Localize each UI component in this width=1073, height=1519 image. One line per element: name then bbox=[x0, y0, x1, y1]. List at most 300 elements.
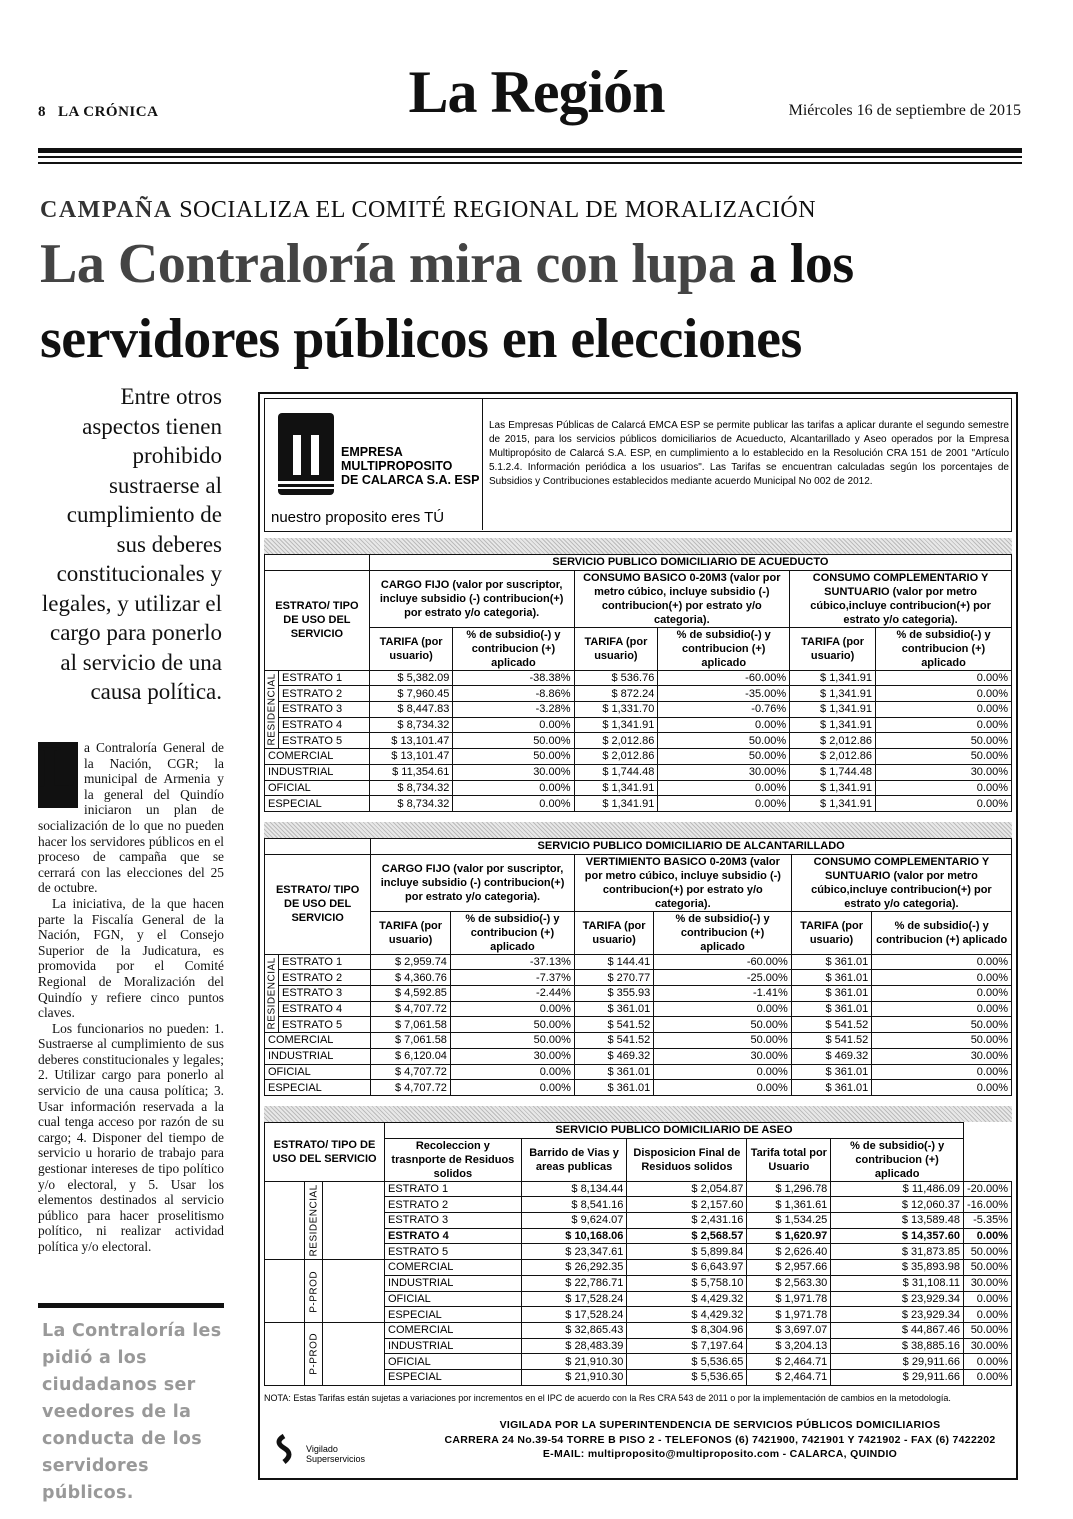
table-cell: $ 1,341.91 bbox=[574, 717, 658, 733]
table-cell: 0.00% bbox=[654, 1080, 792, 1096]
column-header: CARGO FIJO (valor por suscriptor, incluye subsidio (-) contribucion(+) por estrato y/o categoria). bbox=[369, 570, 574, 627]
kicker-text: SOCIALIZA EL COMITÉ REGIONAL DE MORALIZACIÓN bbox=[172, 197, 817, 223]
column-header: % de subsidio(-) y contribucion (+) aplicado bbox=[831, 1138, 964, 1181]
table-cell: $ 355.93 bbox=[574, 986, 653, 1002]
table-cell: $ 2,012.86 bbox=[574, 733, 658, 749]
table-row bbox=[265, 1017, 1012, 1033]
table-row bbox=[265, 717, 1012, 733]
table-cell: $ 5,536.65 bbox=[627, 1369, 747, 1385]
table-cell: 0.00% bbox=[453, 796, 574, 812]
table-row bbox=[265, 570, 1012, 627]
table-cell: $ 1,744.48 bbox=[574, 764, 658, 780]
spacer-cell bbox=[265, 1181, 305, 1259]
header-rule bbox=[38, 156, 1022, 158]
table-row bbox=[265, 839, 1012, 855]
table-cell: $ 32,865.43 bbox=[521, 1322, 627, 1338]
table-cell: 0.00% bbox=[872, 986, 1012, 1002]
row-label: ESPECIAL bbox=[265, 1080, 371, 1096]
table-cell: $ 270.77 bbox=[574, 970, 653, 986]
table-cell: $ 2,012.86 bbox=[790, 749, 876, 765]
table-cell: $ 21,910.30 bbox=[521, 1369, 627, 1385]
table-cell: $ 1,620.97 bbox=[747, 1228, 831, 1244]
table-row bbox=[265, 970, 1012, 986]
row-label: ESTRATO 5 bbox=[279, 1017, 371, 1033]
table-cell: 0.00% bbox=[963, 1291, 1011, 1307]
table-cell: $ 1,341.91 bbox=[790, 670, 876, 686]
column-header: % de subsidio(-) y contribucion (+) aplicado bbox=[450, 911, 574, 954]
table-cell: $ 2,464.71 bbox=[747, 1354, 831, 1370]
paragraph: L a Contraloría General de la Nación, CGR; la municipal de Armenia y la general del Quindío iniciaron un plan de socialización de lo que no pueden hacer los servidores públicos en el proceso de campaña que se cerrará con las elecciones del 25 de octubre. bbox=[38, 732, 224, 896]
vigilado-label: Vigilado Superservicios bbox=[306, 1444, 366, 1464]
footer-line: E-MAIL: multiproposito@multiproposito.com - CALARCA, QUINDIO bbox=[542, 1448, 898, 1460]
column-header: % de subsidio(-) y contribucion (+) aplicado bbox=[876, 627, 1012, 670]
table-cell: $ 23,929.34 bbox=[831, 1291, 964, 1307]
column-header: VERTIMIENTO BASICO 0-20M3 (valor por metro cúbico, incluye subsidio (-) contribucion(+) por estrato y/o categoria). bbox=[574, 854, 791, 911]
table-cell: 0.00% bbox=[658, 780, 790, 796]
table-cell: $ 3,697.07 bbox=[747, 1322, 831, 1338]
table-cell: 50.00% bbox=[658, 733, 790, 749]
table-cell: $ 2,563.30 bbox=[747, 1275, 831, 1291]
section-title: La Región bbox=[408, 59, 665, 125]
table-cell: $ 361.01 bbox=[574, 1064, 653, 1080]
row-label: ESTRATO 2 bbox=[385, 1197, 522, 1213]
column-header: % de subsidio(-) y contribucion (+) aplicado bbox=[453, 627, 574, 670]
row-label: INDUSTRIAL bbox=[385, 1275, 522, 1291]
table-row bbox=[265, 749, 1012, 765]
empty-cell bbox=[265, 555, 370, 571]
table-cell: 0.00% bbox=[658, 717, 790, 733]
table-cell: 0.00% bbox=[963, 1354, 1011, 1370]
table-cell: $ 28,483.39 bbox=[521, 1338, 627, 1354]
table-cell: $ 2,959.74 bbox=[371, 954, 451, 970]
table-cell: $ 536.76 bbox=[574, 670, 658, 686]
table-cell: $ 4,360.76 bbox=[371, 970, 451, 986]
table-cell: $ 541.52 bbox=[574, 1033, 653, 1049]
alcantarillado-table bbox=[264, 838, 1012, 1096]
spacer-cell bbox=[323, 1181, 385, 1259]
table-cell: -5.35% bbox=[963, 1213, 1011, 1229]
table-cell: $ 3,204.13 bbox=[747, 1338, 831, 1354]
row-label: COMERCIAL bbox=[385, 1260, 522, 1276]
table-cell: -37.13% bbox=[450, 954, 574, 970]
table-cell: $ 29,911.66 bbox=[831, 1354, 964, 1370]
shaded-band bbox=[264, 538, 1012, 554]
table-cell: -3.28% bbox=[453, 702, 574, 718]
tariff-advertisement bbox=[258, 392, 1018, 1480]
shaded-band bbox=[264, 1106, 1012, 1122]
column-header: CONSUMO COMPLEMENTARIO Y SUNTUARIO (valor por metro cúbico,incluye contribucion(+) por estrato y/o categoria). bbox=[790, 570, 1012, 627]
row-label: ESTRATO 1 bbox=[385, 1181, 522, 1197]
table-cell: $ 1,341.91 bbox=[574, 780, 658, 796]
column-header: ESTRATO/ TIPO DE USO DEL SERVICIO bbox=[265, 570, 370, 670]
column-header: TARIFA (por usuario) bbox=[574, 911, 653, 954]
quote-rule bbox=[38, 1303, 224, 1308]
column-header: TARIFA (por usuario) bbox=[791, 911, 871, 954]
table-cell: $ 13,589.48 bbox=[831, 1213, 964, 1229]
table-cell: $ 469.32 bbox=[574, 1048, 653, 1064]
table-cell: $ 23,929.34 bbox=[831, 1307, 964, 1323]
column-header: TARIFA (por usuario) bbox=[790, 627, 876, 670]
table-cell: $ 1,971.78 bbox=[747, 1291, 831, 1307]
table-row bbox=[265, 670, 1012, 686]
header-rule bbox=[38, 162, 1022, 164]
row-label: ESPECIAL bbox=[265, 796, 370, 812]
row-label: COMERCIAL bbox=[265, 749, 370, 765]
table-cell: 50.00% bbox=[654, 1033, 792, 1049]
table-cell: 50.00% bbox=[450, 1017, 574, 1033]
table-cell: $ 4,429.32 bbox=[627, 1291, 747, 1307]
company-slogan: nuestro proposito eres TÚ bbox=[271, 509, 445, 526]
table-cell: $ 8,447.83 bbox=[369, 702, 453, 718]
header-rule bbox=[38, 148, 1022, 153]
table-cell: 0.00% bbox=[453, 780, 574, 796]
table-cell: $ 11,354.61 bbox=[369, 764, 453, 780]
table-cell: $ 1,744.48 bbox=[790, 764, 876, 780]
table-cell: $ 469.32 bbox=[791, 1048, 871, 1064]
table-cell: $ 1,341.91 bbox=[790, 796, 876, 812]
table-cell: $ 8,734.32 bbox=[369, 780, 453, 796]
table-cell: -2.44% bbox=[450, 986, 574, 1002]
row-label: ESTRATO 2 bbox=[279, 970, 371, 986]
table-cell: $ 2,431.16 bbox=[627, 1213, 747, 1229]
table-cell: $ 5,536.65 bbox=[627, 1354, 747, 1370]
column-header: Barrido de Vias y areas publicas bbox=[521, 1138, 627, 1181]
table-cell: $ 872.24 bbox=[574, 686, 658, 702]
table-cell: $ 144.41 bbox=[574, 954, 653, 970]
row-label: ESTRATO 4 bbox=[279, 1001, 371, 1017]
table-row bbox=[265, 780, 1012, 796]
row-label: COMERCIAL bbox=[265, 1033, 371, 1049]
table-cell: $ 361.01 bbox=[791, 1064, 871, 1080]
table-cell: $ 1,361.61 bbox=[747, 1197, 831, 1213]
ad-header bbox=[264, 398, 1012, 532]
pull-quote: La Contraloría les pidió a los ciudadanos ser veedores de la conducta de los servidores públicos. bbox=[42, 1321, 222, 1503]
table-cell: $ 4,707.72 bbox=[371, 1064, 451, 1080]
table-cell: 30.00% bbox=[872, 1048, 1012, 1064]
table-cell: $ 6,120.04 bbox=[371, 1048, 451, 1064]
row-label: OFICIAL bbox=[385, 1354, 522, 1370]
table-cell: 0.00% bbox=[450, 1064, 574, 1080]
table-cell: $ 7,197.64 bbox=[627, 1338, 747, 1354]
table-cell: 30.00% bbox=[963, 1338, 1011, 1354]
table-cell: $ 9,624.07 bbox=[521, 1213, 627, 1229]
table-cell: $ 14,357.60 bbox=[831, 1228, 964, 1244]
table-cell: 0.00% bbox=[876, 717, 1012, 733]
issue-date: Miércoles 16 de septiembre de 2015 bbox=[788, 102, 1021, 119]
table-cell: $ 541.52 bbox=[791, 1017, 871, 1033]
column-header: ESTRATO/ TIPO DE USO DEL SERVICIO bbox=[265, 854, 371, 954]
company-logo-icon bbox=[278, 413, 334, 495]
row-label: ESTRATO 3 bbox=[279, 986, 371, 1002]
row-label: INDUSTRIAL bbox=[265, 764, 370, 780]
table-cell: $ 17,528.24 bbox=[521, 1307, 627, 1323]
table-cell: $ 2,157.60 bbox=[627, 1197, 747, 1213]
column-header: % de subsidio(-) y contribucion (+) aplicado bbox=[654, 911, 792, 954]
table-cell: $ 23,347.61 bbox=[521, 1244, 627, 1260]
company-name: EMPRESA MULTIPROPOSITO DE CALARCA S.A. ESP bbox=[341, 445, 480, 487]
table-cell: $ 31,108.11 bbox=[831, 1275, 964, 1291]
spacer-cell bbox=[265, 1260, 305, 1323]
table-cell: 0.00% bbox=[876, 702, 1012, 718]
table-cell: $ 13,101.47 bbox=[369, 733, 453, 749]
table-cell: 30.00% bbox=[658, 764, 790, 780]
ad-intro-text: Las Empresas Públicas de Calarcá EMCA ESP se permite publicar las tarifas a aplicar durante el segundo semestre de 2015, para los servicios públicos domiciliarios de Acueducto, Alcantarillado y Aseo operados por la Empresa Multipropósito de Calarcá S.A. ESP, en cumplimiento a lo establecido en la Resolución CRA 151 de 2001 "Artículo 5.1.2.4. Información periódica a los usuarios". Las Tarifas se encuentran calculadas según los porcentajes de Subsidios y Contribuciones establecidos mediante acuerdo Municipal No 002 de 2012. bbox=[489, 420, 1009, 487]
table-cell: $ 1,341.91 bbox=[790, 702, 876, 718]
table-cell: $ 1,296.78 bbox=[747, 1181, 831, 1197]
ad-footer bbox=[420, 1418, 1020, 1462]
column-header: TARIFA (por usuario) bbox=[574, 627, 658, 670]
spacer-cell bbox=[323, 1260, 385, 1323]
table-cell: 50.00% bbox=[963, 1260, 1011, 1276]
table-row bbox=[265, 733, 1012, 749]
table-row bbox=[265, 1123, 1012, 1139]
table-cell: 30.00% bbox=[450, 1048, 574, 1064]
paragraph: La iniciativa, de la que hacen parte la Fiscalía General de la Nación, FGN, y el Consejo Superior de la Judicatura, es promovida por el Comité Regional de Moralización del Quindío y refiere cinco puntos claves. bbox=[38, 895, 224, 1021]
table-cell: $ 44,867.46 bbox=[831, 1322, 964, 1338]
headline-black: a los bbox=[735, 233, 854, 295]
row-label: COMERCIAL bbox=[385, 1322, 522, 1338]
table-cell: 0.00% bbox=[872, 954, 1012, 970]
table-cell: $ 1,341.91 bbox=[790, 717, 876, 733]
company-logo-box bbox=[265, 399, 483, 530]
table-cell: $ 8,734.32 bbox=[369, 796, 453, 812]
table-cell: -60.00% bbox=[654, 954, 792, 970]
table-cell: 50.00% bbox=[876, 733, 1012, 749]
table-cell: 30.00% bbox=[654, 1048, 792, 1064]
table-cell: 50.00% bbox=[872, 1017, 1012, 1033]
table-cell: 0.00% bbox=[654, 1064, 792, 1080]
table-cell: -35.00% bbox=[658, 686, 790, 702]
row-label: ESTRATO 3 bbox=[279, 702, 370, 718]
table-cell: 0.00% bbox=[963, 1307, 1011, 1323]
table-cell: -38.38% bbox=[453, 670, 574, 686]
row-label: ESTRATO 1 bbox=[279, 954, 371, 970]
table-cell: $ 31,873.85 bbox=[831, 1244, 964, 1260]
table-cell: $ 4,707.72 bbox=[371, 1080, 451, 1096]
table-cell: 0.00% bbox=[963, 1228, 1011, 1244]
column-header: TARIFA (por usuario) bbox=[369, 627, 453, 670]
column-header: CONSUMO BASICO 0-20M3 (valor por metro cúbico, incluye subsidio (-) contribucion(+) por estrato y/o categoria). bbox=[574, 570, 790, 627]
group-label: RESIDENCIAL bbox=[265, 954, 279, 1032]
table-cell: $ 1,534.25 bbox=[747, 1213, 831, 1229]
table-cell: $ 38,885.16 bbox=[831, 1338, 964, 1354]
table-cell: 0.00% bbox=[450, 1001, 574, 1017]
empty-cell bbox=[265, 839, 371, 855]
table-cell: 50.00% bbox=[453, 733, 574, 749]
row-label: ESTRATO 5 bbox=[385, 1244, 522, 1260]
article-lead: Entre otros aspectos tienen prohibido sustraerse al cumplimiento de sus deberes constitucionales y legales, y utilizar el cargo para ponerlo al servicio de una causa política. bbox=[41, 384, 222, 704]
group-label: RESIDENCIAL bbox=[305, 1181, 323, 1259]
page-header bbox=[0, 0, 1073, 160]
aseo-table bbox=[264, 1122, 1012, 1386]
table-row bbox=[265, 954, 1012, 970]
table-cell: $ 361.01 bbox=[791, 1001, 871, 1017]
table-cell: $ 8,134.44 bbox=[521, 1181, 627, 1197]
table-cell: $ 1,971.78 bbox=[747, 1307, 831, 1323]
acueducto-table bbox=[264, 554, 1012, 812]
table-cell: $ 11,486.09 bbox=[831, 1181, 964, 1197]
table-cell: $ 2,568.57 bbox=[627, 1228, 747, 1244]
table-cell: 0.00% bbox=[876, 780, 1012, 796]
article-kicker bbox=[40, 197, 816, 224]
table-cell: $ 361.01 bbox=[791, 1080, 871, 1096]
table-row bbox=[265, 1064, 1012, 1080]
table-cell: 50.00% bbox=[963, 1322, 1011, 1338]
table-row bbox=[265, 1260, 1012, 1276]
table-cell: 50.00% bbox=[654, 1017, 792, 1033]
group-label: P-PROD bbox=[305, 1322, 323, 1385]
group-label: P-PROD bbox=[305, 1260, 323, 1323]
table-title: SERVICIO PUBLICO DOMICILIARIO DE ACUEDUCTO bbox=[369, 555, 1011, 571]
table-cell: 0.00% bbox=[872, 970, 1012, 986]
table-cell: -20.00% bbox=[963, 1181, 1011, 1197]
row-label: ESTRATO 4 bbox=[279, 717, 370, 733]
footer-line: CARRERA 24 No.39-54 TORRE B PISO 2 - TELEFONOS (6) 7421900, 7421901 Y 7421902 - FAX (6) 7422202 bbox=[444, 1433, 996, 1446]
shaded-band bbox=[264, 822, 1012, 838]
row-label: OFICIAL bbox=[385, 1291, 522, 1307]
headline-line-1 bbox=[40, 232, 854, 296]
drop-cap: L bbox=[38, 742, 78, 808]
table-cell: $ 361.01 bbox=[791, 986, 871, 1002]
table-row bbox=[265, 1080, 1012, 1096]
table-cell: 30.00% bbox=[963, 1275, 1011, 1291]
table-cell: $ 1,341.91 bbox=[790, 686, 876, 702]
table-cell: 0.00% bbox=[453, 717, 574, 733]
table-cell: 0.00% bbox=[658, 796, 790, 812]
table-cell: $ 7,960.45 bbox=[369, 686, 453, 702]
table-cell: -25.00% bbox=[654, 970, 792, 986]
table-cell: $ 361.01 bbox=[574, 1001, 653, 1017]
table-cell: $ 5,758.10 bbox=[627, 1275, 747, 1291]
table-row bbox=[265, 686, 1012, 702]
row-label: ESTRATO 5 bbox=[279, 733, 370, 749]
table-cell: 0.00% bbox=[872, 1080, 1012, 1096]
table-cell: 30.00% bbox=[453, 764, 574, 780]
table-cell: 0.00% bbox=[450, 1080, 574, 1096]
table-cell: 0.00% bbox=[876, 686, 1012, 702]
table-cell: 50.00% bbox=[450, 1033, 574, 1049]
kicker-tag: CAMPAÑA bbox=[40, 197, 173, 223]
column-header: % de subsidio(-) y contribucion (+) aplicado bbox=[658, 627, 790, 670]
row-label: ESTRATO 2 bbox=[279, 686, 370, 702]
table-cell: 50.00% bbox=[876, 749, 1012, 765]
table-cell: -1.41% bbox=[654, 986, 792, 1002]
table-cell: $ 541.52 bbox=[791, 1033, 871, 1049]
table-cell: -7.37% bbox=[450, 970, 574, 986]
table-cell: -60.00% bbox=[658, 670, 790, 686]
table-cell: $ 4,707.72 bbox=[371, 1001, 451, 1017]
table-cell: $ 1,341.91 bbox=[790, 780, 876, 796]
table-cell: $ 5,382.09 bbox=[369, 670, 453, 686]
column-header: ESTRATO/ TIPO DE USO DEL SERVICIO bbox=[265, 1123, 385, 1182]
table-row bbox=[265, 702, 1012, 718]
table-cell: 50.00% bbox=[453, 749, 574, 765]
row-label: ESPECIAL bbox=[385, 1307, 522, 1323]
table-cell: 0.00% bbox=[876, 670, 1012, 686]
table-cell: 0.00% bbox=[876, 796, 1012, 812]
table-cell: $ 4,592.85 bbox=[371, 986, 451, 1002]
column-header: Tarifa total por Usuario bbox=[747, 1138, 831, 1181]
table-row bbox=[265, 854, 1012, 911]
table-row bbox=[265, 627, 1012, 670]
table-cell: 0.00% bbox=[654, 1001, 792, 1017]
table-cell: $ 10,168.06 bbox=[521, 1228, 627, 1244]
table-title: SERVICIO PUBLICO DOMICILIARIO DE ASEO bbox=[385, 1123, 964, 1139]
table-cell: 0.00% bbox=[963, 1369, 1011, 1385]
table-cell: $ 17,528.24 bbox=[521, 1291, 627, 1307]
column-header: Disposicion Final de Residuos solidos bbox=[627, 1138, 747, 1181]
table-cell: $ 2,626.40 bbox=[747, 1244, 831, 1260]
publication-name: LA CRÓNICA bbox=[58, 104, 159, 120]
table-cell: $ 7,061.58 bbox=[371, 1033, 451, 1049]
table-cell: $ 35,893.98 bbox=[831, 1260, 964, 1276]
table-cell: -0.76% bbox=[658, 702, 790, 718]
footer-line: VIGILADA POR LA SUPERINTENDENCIA DE SERVICIOS PÚBLICOS DOMICILIARIOS bbox=[499, 1419, 941, 1431]
table-cell: $ 4,429.32 bbox=[627, 1307, 747, 1323]
column-header: % de subsidio(-) y contribucion (+) aplicado bbox=[872, 911, 1012, 954]
table-cell: $ 2,464.71 bbox=[747, 1369, 831, 1385]
table-cell: $ 361.01 bbox=[791, 954, 871, 970]
table-cell: $ 8,541.16 bbox=[521, 1197, 627, 1213]
table-cell: $ 1,341.91 bbox=[574, 796, 658, 812]
table-cell: $ 2,012.86 bbox=[574, 749, 658, 765]
table-row bbox=[265, 1033, 1012, 1049]
page-number: 8 bbox=[38, 104, 46, 120]
paragraph: Los funcionarios no pueden: 1. Sustraerse al cumplimiento de sus deberes constitucionales y legales; 2. Utilizar cargo para ponerlo al servicio de una causa política; 3. Usar información reservada a la cual tenga acceso por razón de su cargo; 4. Disponer del tiempo de servicio u horario de trabajo para gestionar intereses de tipo político y/o electoral, y 5. Usar los elementos destinados al servicio público para hacer proselitismo político, ni realizar actividad política y/o electoral. bbox=[38, 1020, 224, 1254]
spacer-cell bbox=[323, 1322, 385, 1385]
table-cell: $ 2,012.86 bbox=[790, 733, 876, 749]
table-cell: $ 2,957.66 bbox=[747, 1260, 831, 1276]
table-cell: $ 1,331.70 bbox=[574, 702, 658, 718]
table-row bbox=[265, 986, 1012, 1002]
table-row bbox=[265, 1181, 1012, 1197]
headline-line-2: servidores públicos en elecciones bbox=[40, 308, 802, 370]
table-cell: -8.86% bbox=[453, 686, 574, 702]
table-cell: -16.00% bbox=[963, 1197, 1011, 1213]
headline-gray: La Contraloría mira con lupa bbox=[40, 233, 736, 295]
table-cell: $ 22,786.71 bbox=[521, 1275, 627, 1291]
table-cell: $ 12,060.37 bbox=[831, 1197, 964, 1213]
row-label: OFICIAL bbox=[265, 1064, 371, 1080]
table-row bbox=[265, 1001, 1012, 1017]
table-row bbox=[265, 764, 1012, 780]
table-cell: $ 361.01 bbox=[574, 1080, 653, 1096]
table-row bbox=[265, 1048, 1012, 1064]
table-cell: 30.00% bbox=[876, 764, 1012, 780]
table-row bbox=[265, 911, 1012, 954]
column-header: TARIFA (por usuario) bbox=[371, 911, 451, 954]
table-cell: 50.00% bbox=[658, 749, 790, 765]
column-header: CONSUMO COMPLEMENTARIO Y SUNTUARIO (valor por metro cúbico,incluye contribucion(+) por estrato y/o categoria). bbox=[791, 854, 1011, 911]
table-cell: $ 361.01 bbox=[791, 970, 871, 986]
table-cell: $ 5,899.84 bbox=[627, 1244, 747, 1260]
table-cell: 50.00% bbox=[872, 1033, 1012, 1049]
article-body bbox=[38, 732, 224, 1255]
row-label: ESTRATO 3 bbox=[385, 1213, 522, 1229]
row-label: ESTRATO 1 bbox=[279, 670, 370, 686]
table-cell: 0.00% bbox=[872, 1001, 1012, 1017]
row-label: ESPECIAL bbox=[385, 1369, 522, 1385]
row-label: INDUSTRIAL bbox=[385, 1338, 522, 1354]
table-row bbox=[265, 796, 1012, 812]
group-label: RESIDENCIAL bbox=[265, 670, 279, 748]
column-header: Recoleccion y trasnporte de Residuos solidos bbox=[385, 1138, 522, 1181]
table-cell: $ 8,304.96 bbox=[627, 1322, 747, 1338]
table-cell: $ 21,910.30 bbox=[521, 1354, 627, 1370]
table-cell: $ 26,292.35 bbox=[521, 1260, 627, 1276]
spacer-cell bbox=[265, 1322, 305, 1385]
row-label: OFICIAL bbox=[265, 780, 370, 796]
